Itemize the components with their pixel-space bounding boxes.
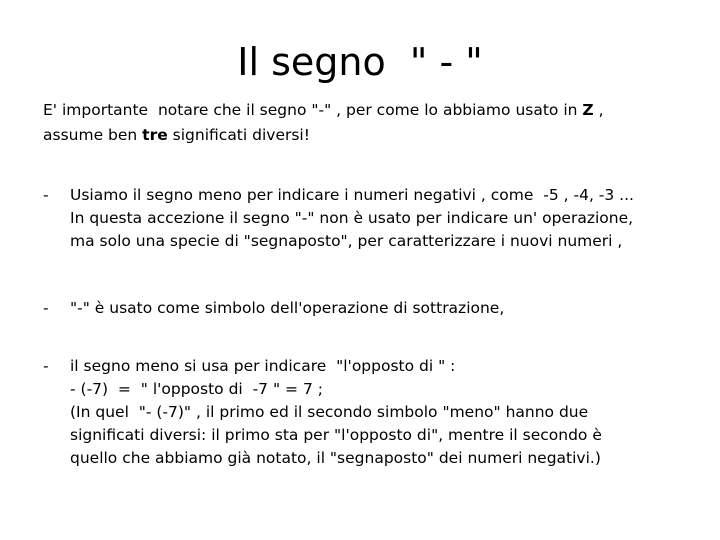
bullet-item-subtraction [43,297,693,320]
intro-text: E' importante notare che il segno "-" , per come lo abbiamo usato in [43,101,583,119]
bullet-text [70,355,693,470]
bullet-line: (In quel "- (-7)" , il primo ed il secondo simbolo "meno" hanno due [70,403,589,421]
bullet-dash: - [43,357,49,375]
intro-paragraph [43,98,693,148]
intro-text: , [593,101,604,119]
bullet-line: quello che abbiamo già notato, il "segnaposto" dei numeri negativi.) [70,449,601,467]
bullet-line: In questa accezione il segno "-" non è usato per indicare un' operazione, [70,209,634,227]
bullet-dash: - [43,186,49,204]
intro-line-2 [43,123,693,148]
bullet-text [70,184,693,253]
bullet-item-opposite [43,355,693,470]
bullet-line: - (-7) = " l'opposto di -7 " = 7 ; [70,380,323,398]
intro-bold-tre: tre [142,126,168,144]
bullet-item-negative-numbers [43,184,693,253]
intro-line-1 [43,98,693,123]
slide-title: Il segno " - " [237,40,483,84]
bullet-text [70,297,693,320]
bullet-line: ma solo una specie di "segnaposto", per caratterizzare i nuovi numeri , [70,232,623,250]
bullet-line: il segno meno si usa per indicare "l'opposto di " : [70,357,456,375]
intro-text: significati diversi! [167,126,310,144]
bullet-line: significati diversi: il primo sta per "l'opposto di", mentre il secondo è [70,426,602,444]
intro-bold-z: Z [582,101,594,119]
bullet-line: "-" è usato come simbolo dell'operazione di sottrazione, [70,299,505,317]
bullet-dash: - [43,299,49,317]
bullet-line: Usiamo il segno meno per indicare i numeri negativi , come -5 , -4, -3 ... [70,186,634,204]
intro-text: assume ben [43,126,143,144]
